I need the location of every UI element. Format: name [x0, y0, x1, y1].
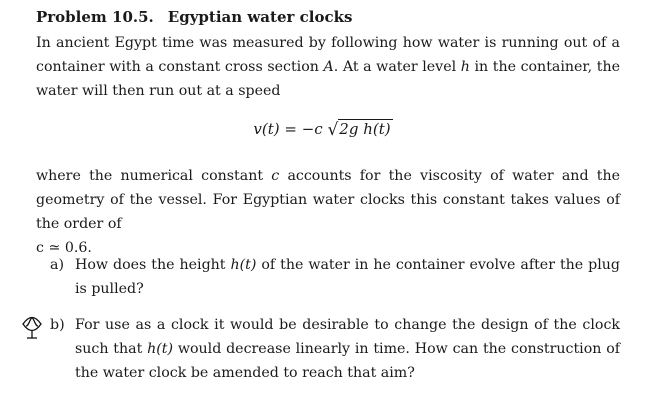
question-a-label: a)	[50, 257, 64, 273]
explanation-text-1: where the numerical constant	[36, 168, 272, 184]
question-a-text-2: of the water in he container evolve after the plug is pulled?	[75, 257, 620, 297]
question-b-text	[75, 313, 620, 385]
equation-radicand: 2g h(t)	[339, 120, 391, 138]
question-a-var: h(t)	[230, 257, 257, 273]
question-b-text-1: For use as a clock it would be desirable to change the design of the clock such that	[75, 317, 620, 357]
question-b-var: h(t)	[147, 341, 174, 357]
explanation-paragraph	[36, 164, 620, 260]
var-A: A	[323, 59, 334, 75]
problem-heading	[36, 8, 352, 26]
question-b-text-2: would decrease linearly in time. How can the construction of the water clock be amended to reach that aim?	[75, 341, 620, 381]
intro-text-3: in the container, the water will then run out at a speed	[36, 59, 620, 99]
square-root	[327, 119, 392, 139]
sqrt-sign-icon: √	[327, 120, 339, 140]
equation-lhs: v(t) = −c	[253, 120, 323, 138]
intro-text-2: . At a water level	[333, 59, 461, 75]
problem-number: Problem 10.5.	[36, 8, 154, 26]
intro-paragraph	[36, 31, 620, 103]
explanation-text-2: accounts for the viscosity of water and the geometry of the vessel. For Egyptian water clocks this constant takes values of the order of	[36, 168, 620, 232]
bell-curve-marker-icon	[21, 313, 43, 339]
question-a-text	[75, 253, 620, 301]
speed-equation	[0, 119, 666, 139]
constant-approx: c ≃ 0.6.	[36, 240, 92, 256]
problem-title: Egyptian water clocks	[167, 8, 353, 26]
var-h: h	[460, 59, 470, 75]
intro-text-1: In ancient Egypt time was measured by following how water is running out of a container with a constant cross section	[36, 35, 620, 75]
question-a-text-1: How does the height	[75, 257, 231, 273]
question-b-label: b)	[50, 317, 65, 333]
var-c: c	[271, 168, 280, 184]
